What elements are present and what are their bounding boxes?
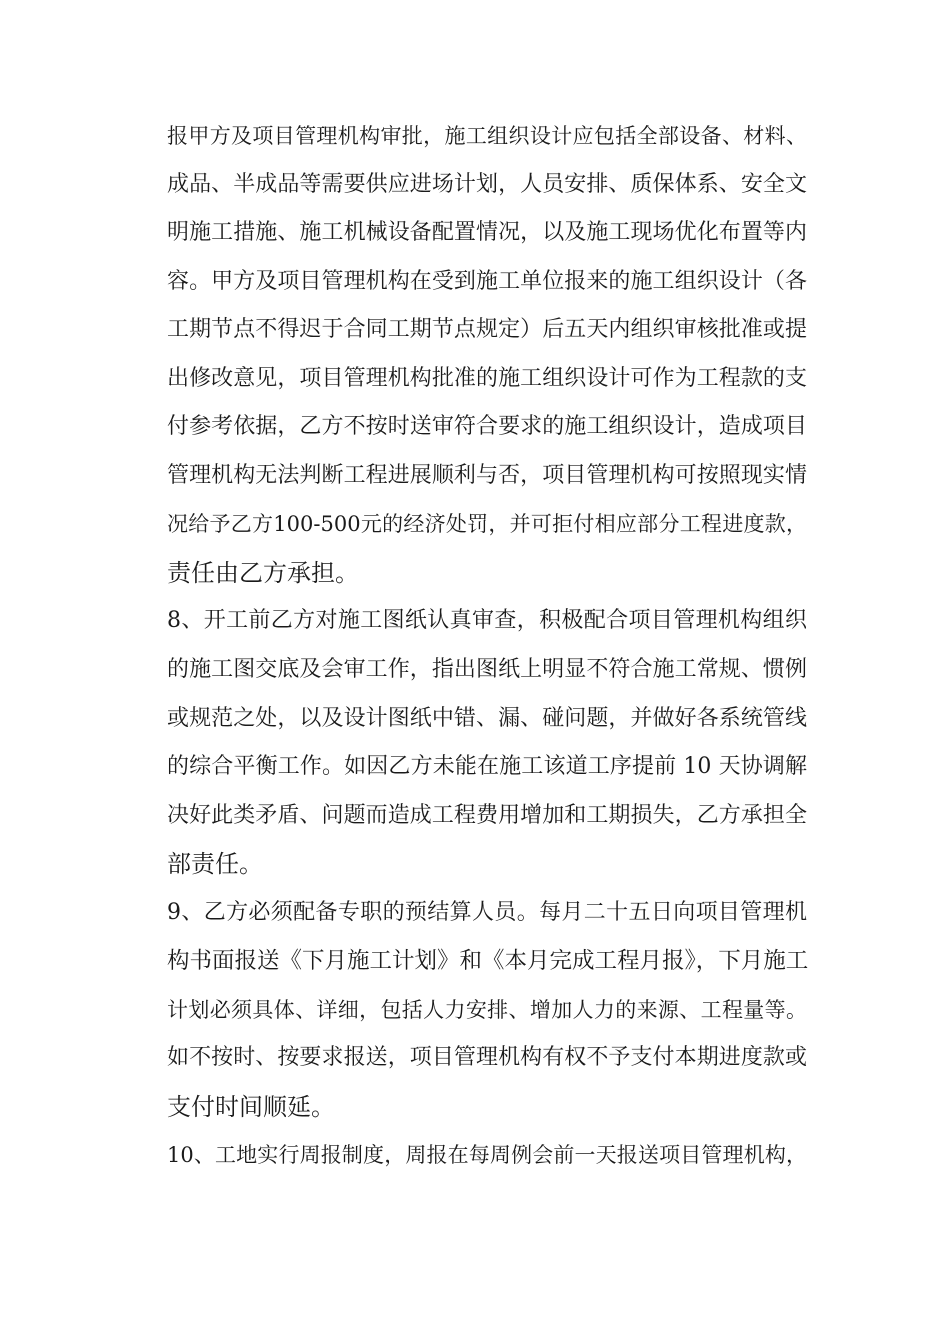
text-line: 责任由乙方承担。 — [167, 558, 359, 587]
text-line: 8、开工前乙方对施工图纸认真审查，积极配合项目管理机构组织 — [167, 608, 807, 634]
text-line: 决好此类矛盾、问题而造成工程费用增加和工期损失，乙方承担全 — [167, 802, 807, 828]
text-line: 10、工地实行周报制度，周报在每周例会前一天报送项目管理机构， — [167, 1143, 807, 1168]
text-line: 出修改意见，项目管理机构批准的施工组织设计可作为工程款的支 — [167, 365, 807, 391]
text-line: 构书面报送《下月施工计划》和《本月完成工程月报》，下月施工 — [167, 948, 809, 975]
text-line: 支付时间顺延。 — [167, 1092, 335, 1121]
text-line: 9、乙方必须配备专职的预结算人员。每月二十五日向项目管理机 — [167, 899, 807, 925]
text-line: 计划必须具体、详细，包括人力安排、增加人力的来源、工程量等。 — [167, 997, 807, 1022]
text-line: 工期节点不得迟于合同工期节点规定）后五天内组织审核批准或提 — [167, 317, 807, 343]
text-line: 报甲方及项目管理机构审批，施工组织设计应包括全部设备、材料、 — [167, 124, 807, 148]
text-line: 付参考依据，乙方不按时送审符合要求的施工组织设计，造成项目 — [167, 414, 807, 440]
text-line: 的综合平衡工作。如因乙方未能在施工该道工序提前 10 天协调解 — [167, 754, 807, 780]
text-line: 的施工图交底及会审工作，指出图纸上明显不符合施工常规、惯例 — [167, 657, 807, 683]
text-line: 如不按时、按要求报送，项目管理机构有权不予支付本期进度款或 — [167, 1045, 807, 1071]
text-line: 况给予乙方100-500元的经济处罚，并可拒付相应部分工程进度款， — [167, 512, 807, 537]
text-line: 部责任。 — [167, 850, 263, 879]
text-line: 成品、半成品等需要供应进场计划，人员安排、质保体系、安全文 — [167, 171, 807, 197]
text-line: 管理机构无法判断工程进展顺利与否，项目管理机构可按照现实情 — [167, 462, 807, 488]
text-line: 容。甲方及项目管理机构在受到施工单位报来的施工组织设计（各 — [167, 268, 807, 294]
text-line: 或规范之处，以及设计图纸中错、漏、碰问题，并做好各系统管线 — [167, 705, 807, 731]
document-body — [167, 112, 807, 1180]
text-line: 明施工措施、施工机械设备配置情况，以及施工现场优化布置等内 — [167, 220, 807, 246]
